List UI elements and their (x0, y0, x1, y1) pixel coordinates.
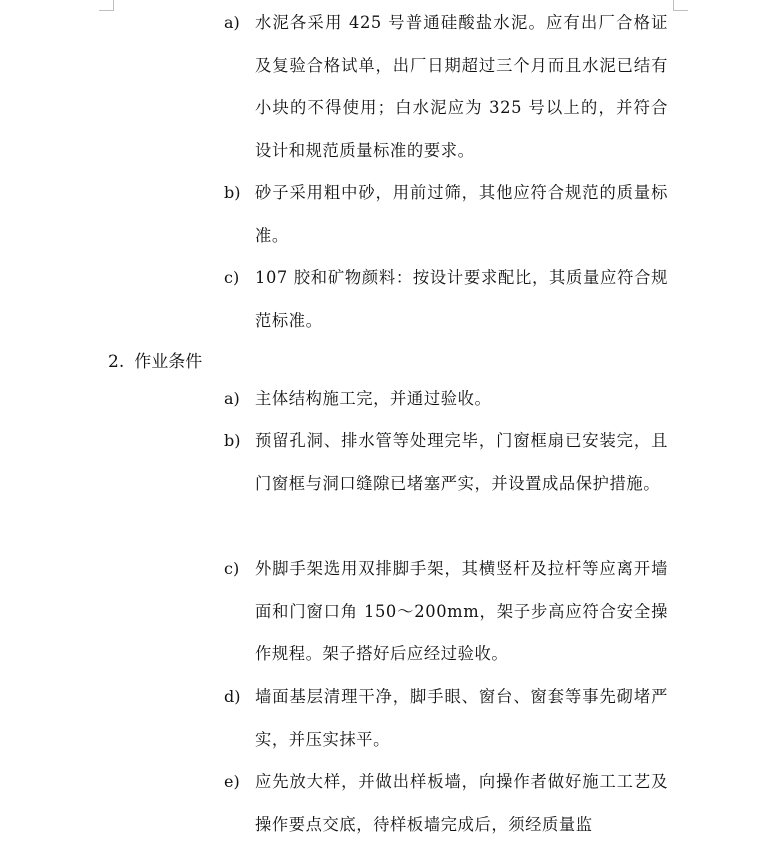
section-heading (108, 342, 202, 382)
list-item-text: 应先放大样，并做出样板墙，向操作者做好施工工艺及操作要点交底，待样板墙完成后，须经质量监 (255, 772, 668, 834)
section-title: 作业条件 (134, 352, 203, 372)
list-marker: b) (224, 431, 241, 450)
list-marker: a) (224, 13, 240, 32)
list-item-text: 主体结构施工完，并通过验收。 (255, 389, 492, 408)
list-marker: e) (224, 772, 240, 791)
list-item-text: 水泥各采用 425 号普通硅酸盐水泥。应有出厂合格证及复验合格试单，出厂日期超过三个月而且水泥已结有小块的不得使用；白水泥应为 325 号以上的，并符合设计和规范质量标准的要求。 (255, 13, 668, 160)
list-item-text: 砂子采用粗中砂，用前过筛，其他应符合规范的质量标准。 (255, 183, 668, 245)
list-marker: d) (224, 687, 241, 706)
list-marker: c) (224, 268, 240, 287)
list-item-text: 墙面基层清理干净，脚手眼、窗台、窗套等事先砌堵严实，并压实抹平。 (255, 687, 668, 749)
section-number: 2. (108, 352, 125, 372)
page-corner-mark-right (673, 0, 688, 11)
list-marker: b) (224, 183, 241, 202)
page-corner-mark-left (99, 0, 114, 11)
list-item-text: 外脚手架选用双排脚手架，其横竖杆及拉杆等应离开墙面和门窗口角 150～200mm，架子步高应符合安全操作规程。架子搭好后应经过验收。 (255, 559, 668, 663)
list-marker: a) (224, 389, 240, 408)
list-item-text: 107 胶和矿物颜料：按设计要求配比，其质量应符合规范标准。 (255, 268, 668, 330)
list-item-text: 预留孔洞、排水管等处理完毕，门窗框扇已安装完，且门窗框与洞口缝隙已堵塞严实，并设置成品保护措施。 (255, 431, 668, 493)
list-marker: c) (224, 559, 240, 578)
